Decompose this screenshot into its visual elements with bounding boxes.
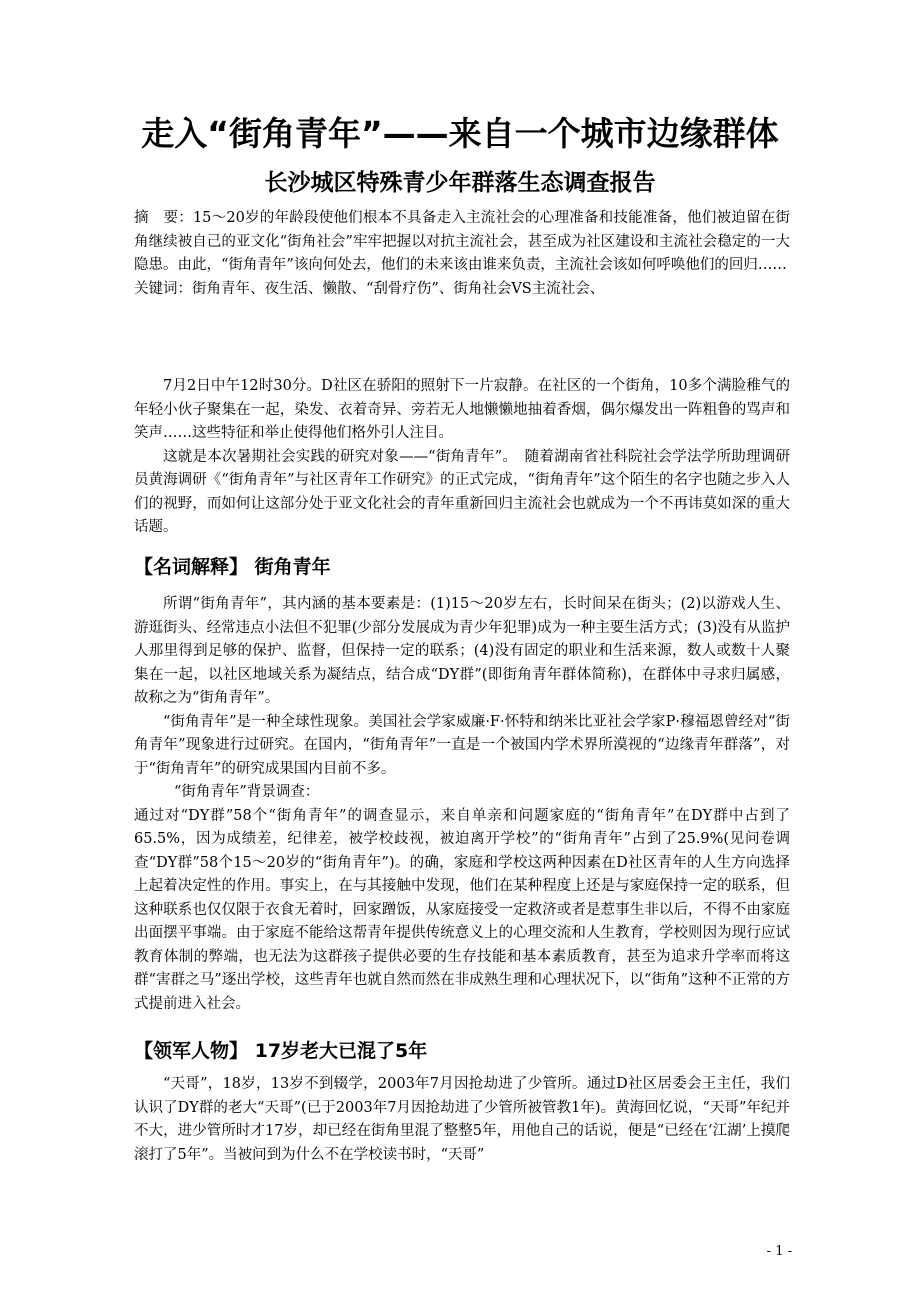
leader-paragraph: “天哥”，18岁，13岁不到辍学，2003年7月因抢劫进了少管所。通过D社区居委会王主任，我们认识了DY群的老大“天哥”(已于2003年7月因抢劫进了少管所被管教1年)。黄海回忆说，“天哥”年纪并不大，进少管所时才17岁，却已经在街角里混了整整5年，用他自己的话说，便是“已经在‘江湖’上摸爬滚打了5年”。当被问到为什么不在学校读书时，“天哥” — [134, 1076, 790, 1163]
definition-block — [134, 593, 790, 1016]
background-survey-text: 通过对“DY群”58个“街角青年”的调查显示，来自单亲和问题家庭的“街角青年”在DY群中占到了65.5%，因为成绩差，纪律差，被学校歧视，被迫离开学校”的“街角青年”占到了25.9%(见问卷调查“DY群”58个15～20岁的“街角青年”)。的确，家庭和学校这两种因素在D社区青年的人生方向选择上起着决定性的作用。事实上，在与其接触中发现，他们在某种程度上还是与家庭保持一定的联系，但这种联系也仅仅限于衣食无着时，回家蹭饭，从家庭接受一定救济或者是惹事生非以后，不得不由家庭出面摆平事端。由于家庭不能给这帮青年提供传统意义上的心理交流和人生教育，学校则因为现行应试教育体制的弊端，也无法为这群孩子提供必要的生存技能和基本素质教育，甚至为追求升学率而将这群“害群之马”逐出学校，这些青年也就自然而然在非成熟生理和心理状况下，以“街角”这种不正常的方式提前进入社会。 — [134, 807, 790, 1012]
section-heading-leader: 【领军人物】 17岁老大已混了5年 — [134, 1040, 428, 1062]
abstract-text: 摘 要：15～20岁的年龄段使他们根本不具备走入主流社会的心理准备和技能准备，他们被迫留在街角继续被自己的亚文化“街角社会”牢牢把握以对抗主流社会，甚至成为社区建设和主流社会稳定的一大隐患。由此，“街角青年”该向何处去，他们的未来该由谁来负责，主流社会该如何呼唤他们的回归…… — [134, 210, 790, 273]
keywords-text: 关键词：街角青年、夜生活、懒散、“刮骨疗伤”、街角社会VS主流社会、 — [134, 280, 605, 297]
intro-paragraph: 这就是本次暑期社会实践的研究对象——“街角青年”。 随着湖南省社科院社会学法学所助理调研员黄海调研《“街角青年”与社区青年工作研究》的正式完成，“街角青年”这个陌生的名字也随之步入人们的视野，而如何让这部分处于亚文化社会的青年重新回归主流社会也就成为一个不再讳莫如深的重大话题。 — [134, 448, 790, 535]
intro-paragraph: 7月2日中午12时30分。D社区在骄阳的照射下一片寂静。在社区的一个街角，10多个满脸稚气的年轻小伙子聚集在一起，染发、衣着奇异、旁若无人地懒懒地抽着香烟，偶尔爆发出一阵粗鲁的骂声和笑声……这些特征和举止使得他们格外引人注目。 — [134, 378, 790, 441]
intro-block — [134, 375, 790, 540]
definition-paragraph: 所谓“街角青年”，其内涵的基本要素是：(1)15～20岁左右，长时间呆在街头；(2)以游戏人生、游逛街头、经常违点小法但不犯罪(少部分发展成为青少年犯罪)成为一种主要生活方式；(3)没有从监护人那里得到足够的保护、监督，但保持一定的联系；(4)没有固定的职业和生活来源，数人或数十人聚集在一起，以社区地域关系为凝结点，结合成“DY群”(即街角青年群体简称)，在群体中寻求归属感，故称之为“街角青年”。 — [134, 596, 790, 706]
background-survey-title: “街角青年”背景调查： — [174, 784, 320, 800]
definition-paragraph: “街角青年”是一种全球性现象。美国社会学家威廉·F·怀特和纳米比亚社会学家P·穆福恩曾经对“街角青年”现象进行过研究。在国内，“街角青年”一直是一个被国内学术界所漠视的“边缘青年群落”，对于“街角青年”的研究成果国内目前不多。 — [134, 713, 790, 777]
document-title: 走入“街角青年”——来自一个城市边缘群体 — [141, 114, 779, 153]
abstract-block — [134, 207, 790, 301]
page-number: - 1 - — [766, 1244, 792, 1259]
document-subtitle: 长沙城区特殊青少年群落生态调查报告 — [264, 170, 656, 196]
section-heading-definition: 【名词解释】 街角青年 — [134, 556, 331, 578]
leader-block — [134, 1073, 790, 1167]
